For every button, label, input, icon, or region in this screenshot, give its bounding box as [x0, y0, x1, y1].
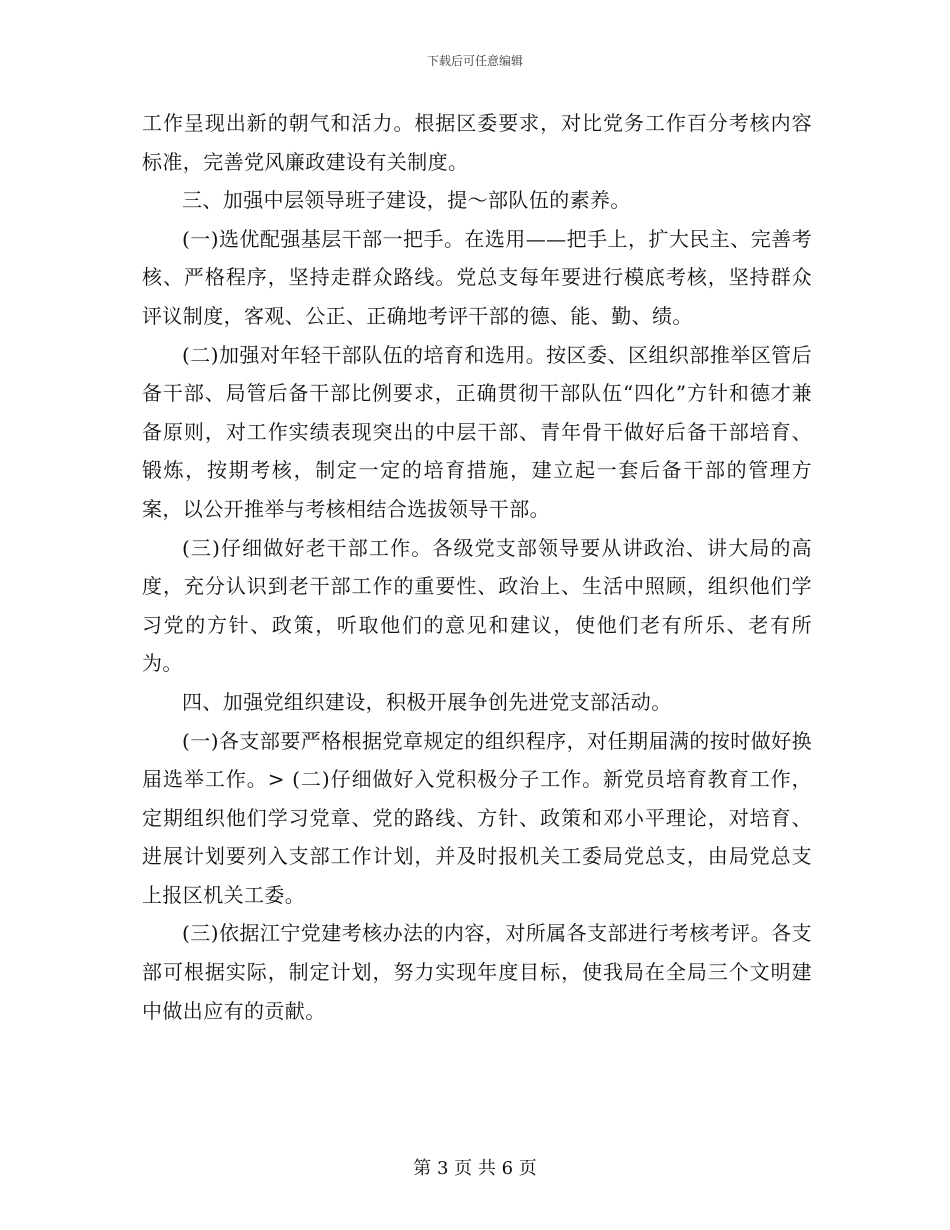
page-number: 第 3 页 共 6 页: [413, 1158, 537, 1179]
paragraph-continuation: 工作呈现出新的朝气和活力。根据区委要求，对比党务工作百分考核内容标准，完善党风廉政建设有关制度。: [142, 111, 812, 174]
paragraph-4-1-2: (一)各支部要严格根据党章规定的组织程序，对任期届满的按时做好换届选举工作。> (二)仔细做好入党积极分子工作。新党员培育教育工作，定期组织他们学习党章、党的路线、方针、政策和邓小平理论，对培育、进展计划要列入支部工作计划，并及时报机关工委局党总支，由局党总支上报区机关工委。: [142, 728, 812, 907]
section-heading-4: 四、加强党组织建设，积极开展争创先进党支部活动。: [182, 689, 672, 714]
paragraph-4-3: (三)依据江宁党建考核办法的内容，对所属各支部进行考核考评。各支部可根据实际，制定计划，努力实现年度目标，使我局在全局三个文明建中做出应有的贡献。: [142, 921, 812, 1023]
page-header: 下载后可任意编辑: [426, 54, 523, 68]
paragraph-3-3: (三)仔细做好老干部工作。各级党支部领导要从讲政治、讲大局的高度，充分认识到老干部工作的重要性、政治上、生活中照顾，组织他们学习党的方针、政策，听取他们的意见和建议，使他们老有所乐、老有所为。: [142, 535, 812, 676]
paragraph-3-2: (二)加强对年轻干部队伍的培育和选用。按区委、区组织部推举区管后备干部、局管后备干部比例要求，正确贯彻干部队伍“四化”方针和德才兼备原则，对工作实绩表现突出的中层干部、青年骨干做好后备干部培育、锻炼，按期考核，制定一定的培育措施，建立起一套后备干部的管理方案，以公开推举与考核相结合选拔领导干部。: [142, 342, 812, 521]
section-heading-3: 三、加强中层领导班子建设，提～部队伍的素养。: [182, 188, 631, 213]
document-body: [142, 104, 812, 1030]
paragraph-3-1: (一)选优配强基层干部一把手。在选用——把手上，扩大民主、完善考核、严格程序，坚持走群众路线。党总支每年要进行模底考核，坚持群众评议制度，客观、公正、正确地考评干部的德、能、勤、绩。: [142, 226, 812, 328]
